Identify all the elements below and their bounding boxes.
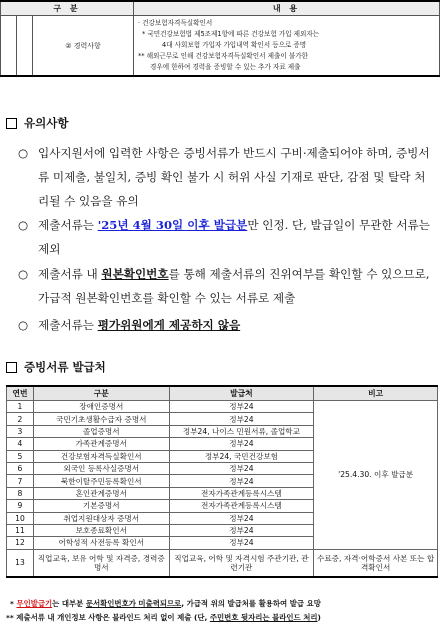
requirements-table	[0, 0, 440, 77]
row-doc: 장애인증명서	[33, 401, 169, 413]
content-line: ** 해외근무로 인해 건강보험자격득실확인서 제출이 불가한	[138, 52, 308, 60]
notice-item-2	[18, 213, 436, 261]
notes-heading	[6, 115, 68, 131]
table-row	[7, 401, 438, 413]
row-no: 13	[7, 549, 34, 577]
header-category: 구 분	[1, 1, 134, 16]
content-line: · 건강보험자격득실확인서	[138, 19, 213, 27]
circle-bullet-icon: ○	[18, 318, 29, 332]
circle-bullet-icon: ○	[18, 267, 29, 281]
docs-heading	[6, 359, 106, 375]
issuer-header-row	[7, 386, 438, 401]
row-no: 8	[7, 487, 34, 499]
row-issuer: 정부24	[169, 413, 314, 425]
content-line: 4대 사회보험 가입자 가입내역 확인서 등으로 증명	[162, 41, 307, 49]
issuer-table	[6, 385, 438, 578]
notice-item-4	[18, 313, 436, 337]
row-issuer: 전자가족관계등록시스템	[169, 487, 314, 499]
row-no: 7	[7, 475, 34, 487]
row-no: 4	[7, 438, 34, 450]
row-issuer: 정부24	[169, 524, 314, 536]
blank-cell	[17, 16, 33, 77]
circle-bullet-icon: ○	[18, 218, 29, 232]
date-highlight: '25년 4월 30일 이후 발급분	[97, 218, 248, 232]
footnote-1: * 무인발급기는 대부분 문서확인번호가 미출력되므로, 가급적 위의 발급처를 활용하여 발급 요망	[10, 599, 321, 608]
row-doc: 졸업증명서	[33, 425, 169, 437]
row-remarks: 수료증, 자격·어학증서 사본 또는 합격확인서	[314, 549, 438, 577]
row-no: 9	[7, 500, 34, 512]
checkbox-square-icon	[6, 118, 17, 129]
row-issuer: 직업교육, 어학 및 자격시험 주관기관, 관련기관	[169, 549, 314, 577]
docs-title: 증빙서류 발급처	[24, 360, 106, 374]
row-doc: 어학성적 사전등록 확인서	[33, 537, 169, 549]
notice-text: 제출서류는 평가위원에게 제공하지 않음	[38, 318, 241, 332]
not-provided-highlight: 평가위원에게 제공하지 않음	[97, 318, 241, 332]
kiosk-highlight: 무인발급기	[16, 599, 53, 608]
row-no: 3	[7, 425, 34, 437]
notes-title: 유의사항	[24, 116, 69, 130]
circle-bullet-icon: ○	[18, 146, 29, 160]
row-issuer: 정부24	[169, 475, 314, 487]
requirements-header-row	[1, 1, 440, 16]
row-issuer: 정부24	[169, 401, 314, 413]
notice-text: 제출서류 내 원본확인번호를 통해 제출서류의 진위여부를 확인할 수 있으므로, 가급적 원본확인번호를 확인할 수 있는 서류로 제출	[38, 267, 430, 305]
row-issuer: 정부24	[169, 462, 314, 474]
row-issuer: 정부24	[169, 438, 314, 450]
career-content	[134, 16, 440, 77]
notice-text: 입사지원서에 입력한 사항은 증빙서류가 반드시 구비·제출되어야 하며, 증빙서류 미제출, 불일치, 증빙 확인 불가 시 허위 사실 기재로 판단, 감점 및 탈락 처리될 수 있음을 유의	[38, 146, 430, 208]
row-no: 10	[7, 512, 34, 524]
blank-cell	[1, 16, 17, 77]
row-issuer: 정부24	[169, 537, 314, 549]
header-issuer: 발급처	[169, 386, 314, 401]
row-doc: 취업지원대상자 증명서	[33, 512, 169, 524]
row-issuer: 정부24	[169, 512, 314, 524]
row-doc: 가족관계증명서	[33, 438, 169, 450]
table-row	[7, 549, 438, 577]
row-doc: 건강보험자격득실확인서	[33, 450, 169, 462]
row-issuer: 정부24, 나이스 민원서류, 졸업학교	[169, 425, 314, 437]
verification-number-highlight: 원본확인번호	[101, 267, 169, 281]
row-doc: 외국인 등록사실증명서	[33, 462, 169, 474]
row-issuer: 정부24, 국민건강보험	[169, 450, 314, 462]
notice-item-1	[18, 141, 436, 213]
header-no: 연번	[7, 386, 34, 401]
row-no: 1	[7, 401, 34, 413]
header-remarks: 비고	[314, 386, 438, 401]
checkbox-square-icon	[6, 362, 17, 373]
merged-remarks: '25.4.30. 이후 발급분	[314, 401, 438, 550]
row-doc: 직업교육, 보유 어학 및 자격증, 경력증명서	[33, 549, 169, 577]
row-no: 11	[7, 524, 34, 536]
notice-text: 제출서류는 '25년 4월 30일 이후 발급분만 인정. 단, 발급일이 무관한 서류는 제외	[38, 218, 430, 256]
row-doc: 북한이탈주민등록확인서	[33, 475, 169, 487]
header-content: 내 용	[134, 1, 440, 16]
row-doc: 보호종료확인서	[33, 524, 169, 536]
row-doc: 국민기초생활수급자 증명서	[33, 413, 169, 425]
content-line: * 국민건강보험법 제5조제1항에 따른 건강보험 가입 제외자는	[142, 30, 320, 38]
content-line: 경우에 한하여 경력을 증빙할 수 있는 추가 자료 제출	[150, 63, 301, 71]
rrn-blind-note: 주민번호 뒷자리는 블라인드 처리	[209, 613, 318, 622]
row-issuer: 전자가족관계등록시스템	[169, 500, 314, 512]
header-type: 구분	[33, 386, 169, 401]
row-no: 2	[7, 413, 34, 425]
career-row	[1, 16, 440, 77]
doc-number-note: 문서확인번호가 미출력되므로	[85, 599, 182, 608]
row-doc: 혼인관계증명서	[33, 487, 169, 499]
footnote-2: ** 제출서류 내 개인정보 사항은 블라인드 처리 없이 제출 (단, 주민번호 뒷자리는 블라인드 처리)	[6, 613, 321, 622]
notice-item-3	[18, 262, 436, 310]
row-no: 6	[7, 462, 34, 474]
career-label: ② 경력사항	[33, 16, 134, 77]
row-no: 5	[7, 450, 34, 462]
row-no: 12	[7, 537, 34, 549]
row-doc: 기본증명서	[33, 500, 169, 512]
